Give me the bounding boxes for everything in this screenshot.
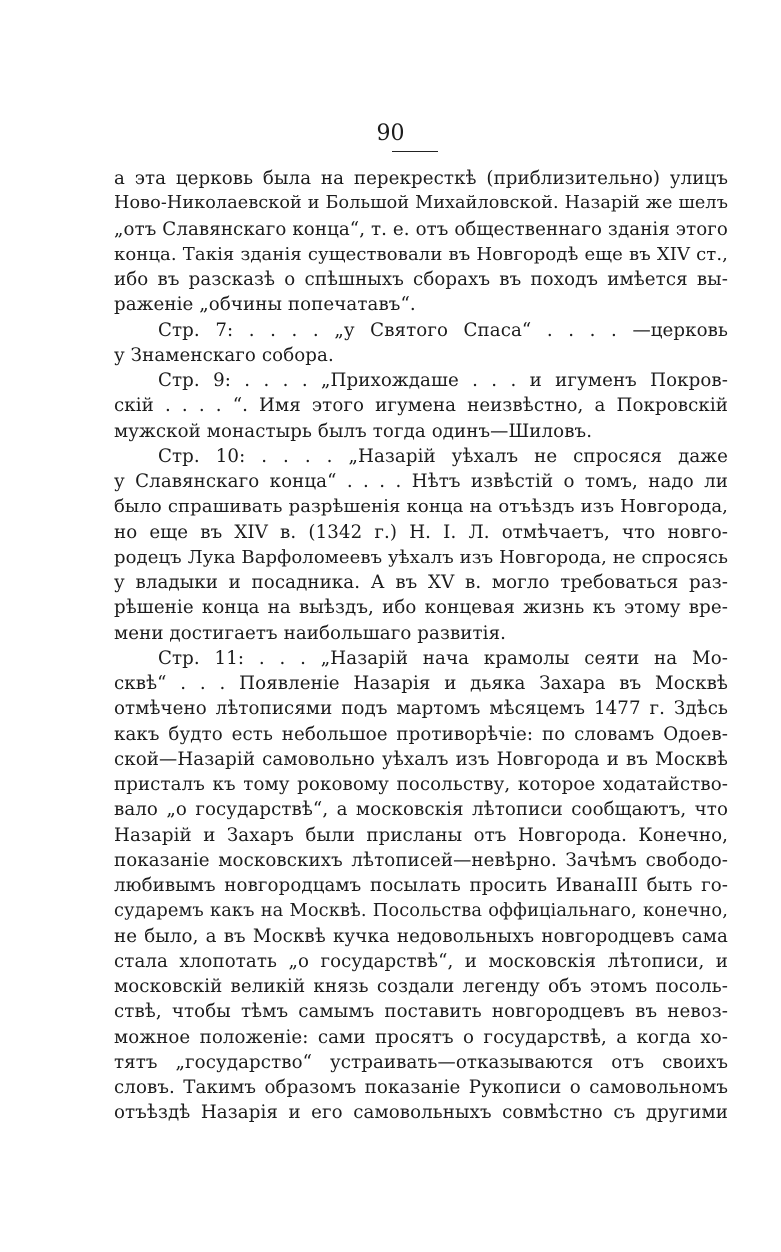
- text-line: родецъ Лука Варфоломеевъ уѣхалъ изъ Новгорода, не спросясь: [114, 546, 728, 568]
- text-line: тятъ „государство“ устраивать—отказываются отъ своихъ: [114, 1051, 728, 1073]
- text-line: показаніе московскихъ лѣтописей—невѣрно. Зачѣмъ свободо-: [114, 849, 728, 871]
- text-line: скій . . . . “. Имя этого игумена неизвѣстно, а Покровскій: [114, 395, 728, 417]
- text-line: любивымъ новгородцамъ посылать просить ИванаIII быть го-: [114, 875, 728, 896]
- text-line: мужской монастырь былъ тогда одинъ—Шиловъ.: [114, 420, 593, 442]
- text-line: Ново-Николаевской и Большой Михайловской. Назарій же шелъ: [114, 193, 728, 214]
- text-line: было спрашивать разрѣшенія конца на отъѣздъ изъ Новгорода,: [114, 496, 728, 518]
- page-number: 90: [376, 121, 405, 146]
- text-line: у Славянскаго конца“ . . . . Нѣтъ извѣстій о томъ, надо ли: [114, 471, 728, 492]
- text-line: Стр. 7: . . . . „у Святого Спаса“ . . . . —церковь: [158, 319, 728, 341]
- text-line: раженіе „обчины попечатавъ“.: [114, 294, 416, 316]
- text-line: отмѣчено лѣтописями подъ мартомъ мѣсяцемъ 1477 г. Здѣсь: [114, 698, 728, 720]
- text-line: а эта церковь была на перекресткѣ (приблизительно) улицъ: [114, 168, 728, 189]
- text-line: Стр. 11: . . . „Назарій нача крамолы сеяти на Мо-: [158, 647, 728, 669]
- text-line: рѣшеніе конца на выѣздъ, ибо концевая жизнь къ этому вре-: [114, 597, 728, 619]
- text-line: сударемъ какъ на Москвѣ. Посольства оффиціальнаго, конечно,: [114, 900, 728, 922]
- text-line: ствѣ, чтобы тѣмъ самымъ поставить новгородцевъ въ невоз-: [114, 1001, 728, 1023]
- text-line: присталъ къ тому роковому посольству, которое ходатайство-: [114, 774, 728, 795]
- text-line: не было, а въ Москвѣ кучка недовольныхъ новгородцевъ сама: [114, 925, 728, 947]
- text-line: Назарій и Захаръ были присланы отъ Новгорода. Конечно,: [114, 824, 728, 846]
- text-line: отъѣздѣ Назарія и его самовольныхъ совмѣстно съ другими: [114, 1102, 728, 1124]
- text-line: ской—Назарій самовольно уѣхалъ изъ Новгорода и въ Москвѣ: [114, 748, 728, 770]
- text-line: вало „о государствѣ“, а московскія лѣтописи сообщаютъ, что: [114, 799, 728, 821]
- text-line: конца. Такія зданія существовали въ Новгородѣ еще въ XIV ст.,: [114, 243, 728, 265]
- text-line: мени достигаетъ наибольшаго развитія.: [114, 622, 507, 644]
- text-line: какъ будто есть небольшое противорѣчіе: по словамъ Одоев-: [114, 723, 728, 745]
- text-line: московскій великій князь создали легенду объ этомъ посоль-: [114, 976, 728, 997]
- text-line: у владыки и посадника. А въ XV в. могло требоваться раз-: [114, 572, 728, 593]
- text-line: словъ. Такимъ образомъ показаніе Рукописи о самовольномъ: [114, 1077, 728, 1098]
- text-line: сквѣ“ . . . Появленіе Назарія и дьяка Захара въ Москвѣ: [114, 673, 728, 694]
- text-line: Стр. 9: . . . . „Прихождаше . . . и игуменъ Покров-: [158, 370, 728, 391]
- text-line: ибо въ разсказѣ о спѣшныхъ сборахъ въ походъ имѣется вы-: [114, 269, 728, 290]
- text-body: [114, 166, 728, 1126]
- text-line: стала хлопотать „о государствѣ“, и московскія лѣтописи, и: [114, 950, 728, 972]
- text-line: но еще въ XIV в. (1342 г.) Н. I. Л. отмѣчаетъ, что новго-: [114, 521, 728, 543]
- text-line: „отъ Славянскаго конца“, т. е. отъ общественнаго зданія этого: [114, 218, 728, 240]
- page-number-rule: [392, 151, 438, 152]
- text-line: можное положеніе: сами просятъ о государствѣ, а когда хо-: [114, 1026, 728, 1048]
- text-line: Стр. 10: . . . . „Назарій уѣхалъ не спросяся даже: [158, 445, 728, 467]
- text-line: у Знаменскаго собора.: [114, 344, 334, 366]
